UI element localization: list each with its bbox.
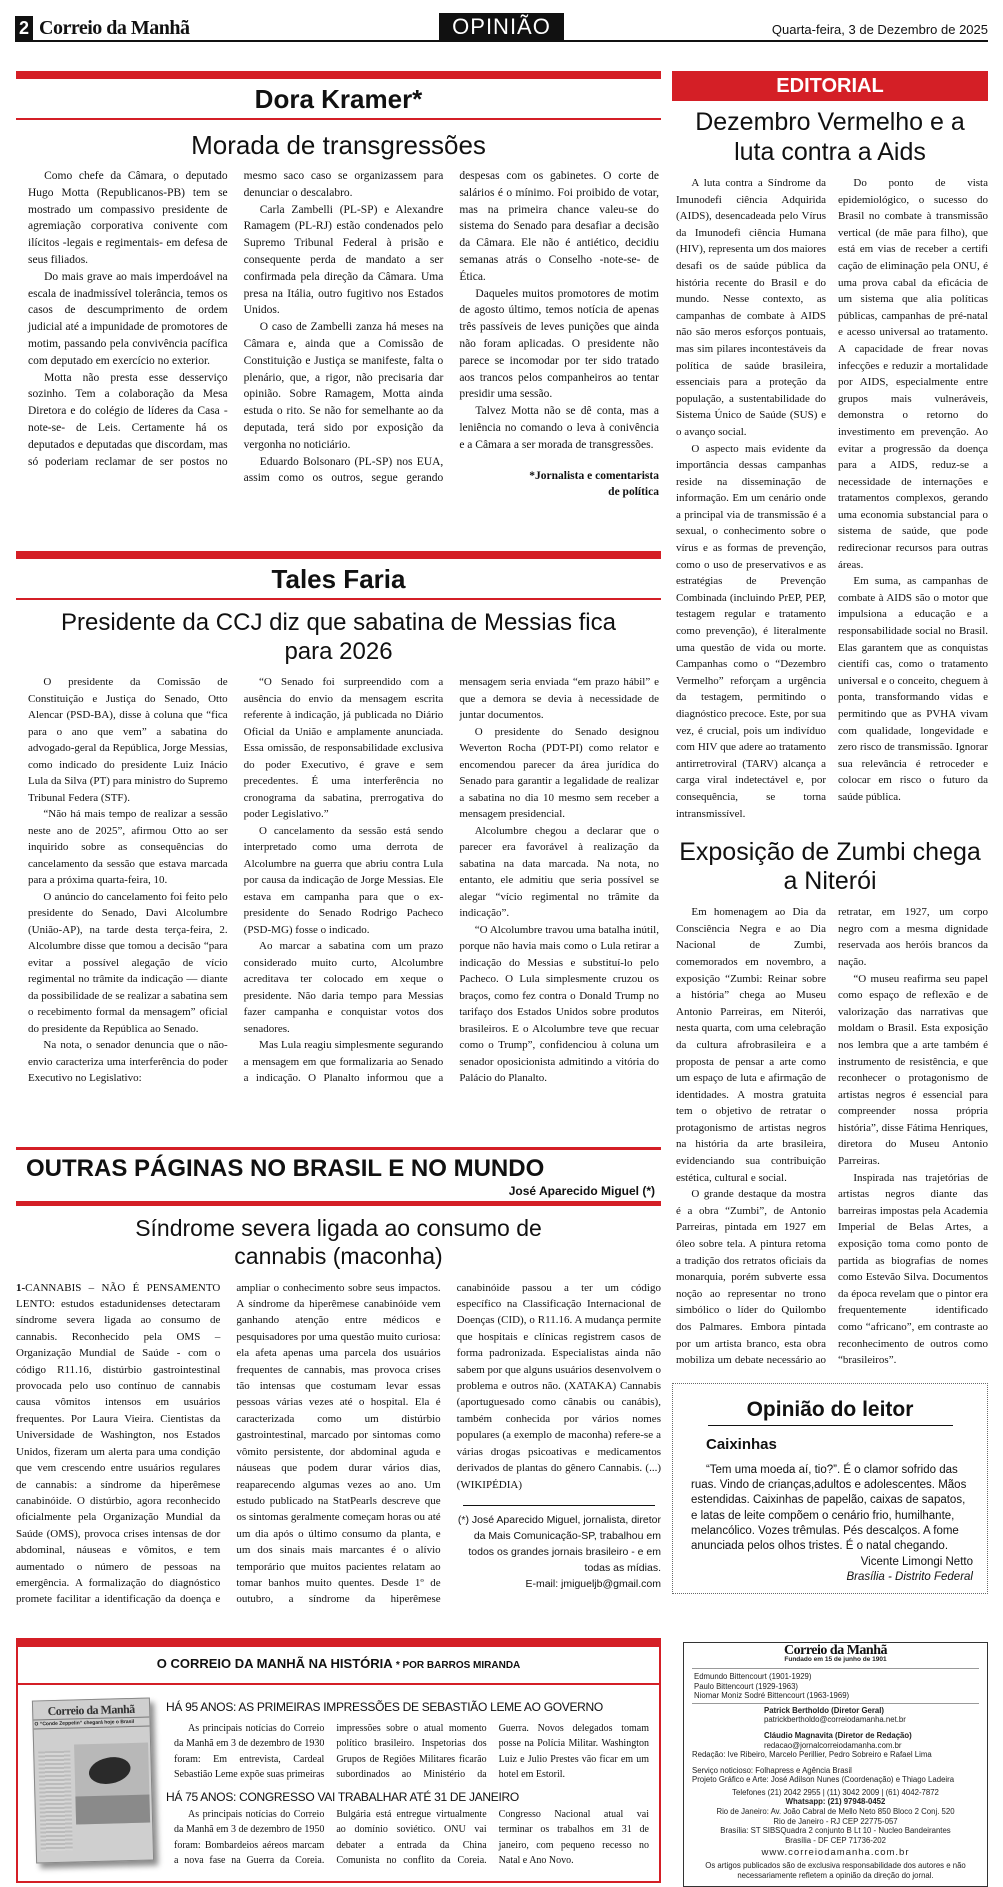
- divider: [692, 1668, 979, 1669]
- founder: Paulo Bittencourt (1929-1963): [694, 1681, 799, 1691]
- history-title: O CORREIO DA MANHÃ NA HISTÓRIA: [156, 1655, 393, 1671]
- paragraph: Talvez Motta não se dê conta, mas a leniência no comando o leva à conivência e a Câmara a ser morada de transgressões.: [459, 405, 659, 451]
- thumbnail-text-lines: [38, 1750, 73, 1851]
- article-headline: Morada de transgressões: [191, 130, 486, 160]
- thumbnail-masthead: Correio da Manhã: [47, 1701, 135, 1718]
- divider: [463, 1505, 655, 1506]
- zeppelin-icon: [87, 1753, 133, 1787]
- paragraph: O anúncio do cancelamento foi feito pelo presidente do Senado, Davi Alcolumbre (União-AP), na tarde desta terça-feira, 2. Alcolumbre disse que tomou a decisão “para evitar a possível alegação de vício regimental no trâmite da indicação — diante da possibilidade de se realizar a sabatina sem o recebimento formal da mensagem” oficial do presidente da República ao Senado.: [28, 890, 228, 1035]
- paragraph: Como chefe da Câmara, o deputado Hugo Motta (Republicanos-PB) tem se mostrado um compassivo presidente de agremiação corporativa conivente com ilícitos -legais e regimentais- em defesa de seus filiados.: [28, 170, 228, 266]
- letter-title: Caixinhas: [706, 1435, 777, 1453]
- disclaimer: Os artigos publicados são de exclusiva responsabilidade dos autores e não necessariamente refletem a opinião da direção do jornal.: [705, 1861, 966, 1881]
- founded-date: Fundado em 15 de junho de 1901: [784, 1656, 887, 1664]
- signature-line: *Jornalista e comentarista: [529, 469, 659, 482]
- box-title: Opinião do leitor: [708, 1398, 953, 1426]
- divider: [692, 1703, 979, 1704]
- history-title-bar: [18, 1647, 659, 1685]
- letter-location: Brasília - Distrito Federal: [846, 1570, 973, 1583]
- paragraph: Inspirada nas trajetórias de artistas negros diante das barreiras impostas pela Academia Imperial de Belas Artes, a exposição toma como ponto de partida as biografias de nomes como Estevão Silva. Documentos da época revelam que o pintor era frequentemente identificado como “africano”, em contraste ao reconhecimento de outros como “brasileiros”.: [838, 1171, 988, 1367]
- item-text: CANNABIS – NÃO É PENSAMENTO LENTO: estudos estadunidenses detectaram síndrome severa ligada ao consumo de cannabis. Reconhecido pela OMS – Organização Mundial de Saúde - com o código R11.16, distúrbio gastrointestinal provocada pelo uso contínuo de cannabis causa vômitos intensos em usuários frequentes. Por Laura Vieira. Cientistas da Universidade de Washington, nos Estados Unidos, fizeram um alerta para uma condição que vem crescendo entre usuários regulares de cannabis: a síndrome da hiperêmese canabinóide. O distúrbio, agora reconhecido oficialmente pela Organização Mundial da Saúde (OMS), provoca crises intensas de dor abdominal, náuseas e vômitos, e tem aumentado o número de pessoas na emergência. A formalização do diagnóstico promete facilitar a identificação da doença e ampliar o conhecimento sobre seus impactos. A síndrome da hiperêmese canabinóide vem ganhando atenção entre médicos e pesquisadores por uma questão muito curiosa: ela afeta apenas uma parcela dos usuários frequentes de cannabis, mas provoca crises tão intensas que costumam levar essas pessoas várias vezes até o hospital. Ela é caracterizada como um distúrbio gastrointestinal, marcado por sintomas como vômito persistente, dor abdominal aguda e náuseas que podem durar vários dias, reaparecendo algumas vezes ao ano. Um estudo publicado na StatPearls descreve que os sintomas geralmente começam horas ou até um dia após o último consumo da planta, e um dos sinais mais marcantes é o alívio temporário que muitos pacientes relatam ao tomar banhos muito quentes. Desde 1º de outubro, a síndrome da hiperêmese canabinóide passou a ter um código específico na Classificação Internacional de Doenças (CID), o R11.16. A mudança permite que hospitais e clínicas registrem casos de forma padronizada. Especialistas ainda não sabem por que alguns usuários desenvolvem o problema e outros não. (XATAKA) Cannabis (aportuguesado como cânabis ou canábis), também conhecida por vários nomes populares (a exemplo de maconha) refere-se a várias drogas psicoativas e medicamentos derivados de plantas do gênero Cannabis. (...) (WIKIPÉDIA): [16, 1281, 661, 1606]
- article-headline: Presidente da CCJ diz que sabatina de Messias fica para 2026: [61, 609, 616, 666]
- photo-ground: [75, 1794, 150, 1824]
- archive-front-page-image: [32, 1697, 154, 1863]
- phones: Telefones (21) 2042 2955 | (11) 3042 2009 | (61) 4042-7872: [732, 1787, 939, 1797]
- paragraph: O cancelamento da sessão está sendo interpretado como uma derrota de Alcolumbre na guerra que abriu contra Lula por causa da indicação de Jorge Messias. Ele estava em campanha para que o ex-presidente do Senado Rodrigo Pacheco (PSD-MG) fosse o indicado.: [243, 824, 444, 936]
- letter-body: “Tem uma moeda aí, tio?”. É o clamor sofrido das ruas. Vindo de crianças,adultos e adolescentes. Mãos estendidas. Caixinhas de papelão, caixas de sapatos, e latas de leite compõem o cenário frio, humilhante, melancólico. Vozes trêmulas. Pés descalços. A fome anunciada pelos olhos tristes. É o natal chegando.: [691, 1463, 967, 1553]
- main-content: [16, 71, 988, 1608]
- paragraph: Na nota, o senador denuncia que o não-envio caracteriza uma interferência do poder Executivo no Legislativo:: [28, 1039, 228, 1085]
- paragraph: Daqueles muitos promotores de motim de agosto último, temos notícia de apenas três passíveis de leves punições que ainda não foram aplicadas. O presidente não parece se incomodar por ter sido tratado aos trancos pelos companheiros ao tentar presidir uma sessão.: [459, 287, 659, 401]
- red-rule: [16, 118, 661, 120]
- design-credits: Projeto Gráfico e Arte: José Adilson Nunes (Coordenação) e Thiago Ladeira: [692, 1775, 955, 1785]
- right-column: [672, 71, 988, 1594]
- history-item-headline: HÁ 75 ANOS: CONGRESSO VAI TRABALHAR ATÉ 31 DE JANEIRO: [166, 1789, 519, 1804]
- director-general: Patrick Bertholdo (Diretor Geral): [764, 1705, 885, 1715]
- red-bar: [16, 551, 661, 559]
- paragraph: Do mais grave ao mais imperdoável na escala de inadmissível tolerância, temos os casos de descumprimento de ordem judicial até a impunidade de promotores de motim, passando pela convivência pacífica com deputado em exercício no exterior.: [28, 270, 228, 367]
- author-email: E-mail: jmigueljb@gmail.com: [525, 1577, 661, 1590]
- issue-date: Quarta-feira, 3 de Dezembro de 2025: [771, 22, 988, 37]
- bottom-row: [16, 1638, 988, 1887]
- paragraph: O presidente do Senado designou Weverton Rocha (PDT-PI) como relator e encomendou parecer da área jurídica do Senado para garantir a legalidade de realizar a sabatina no dia 10 mesmo sem receber a mensagem presidencial.: [459, 725, 659, 821]
- reader-letter-box: [672, 1383, 988, 1594]
- masthead-logo: Correio da Manhã: [39, 17, 190, 39]
- section-label: OPINIÃO: [439, 13, 564, 40]
- whatsapp: Whatsapp: (21) 97948-0452: [785, 1797, 886, 1807]
- masthead-credits-box: [683, 1642, 988, 1887]
- history-items: [166, 1699, 649, 1869]
- paragraph: “O Senado foi surpreendido com a ausência do envio da mensagem escrita referente à indicação, já publicada no Diário Oficial da União e amplamente anunciada. Essa omissão, de responsabilidade exclusiva do poder Executivo, é grave e sem precedentes. É uma interferência no cronograma da sabatina, prerrogativa do poder Legislativo.”: [243, 676, 444, 821]
- red-rule: [16, 1147, 661, 1150]
- founder: Niomar Moniz Sodré Bittencourt (1963-1969): [694, 1691, 850, 1701]
- red-rule: [16, 598, 661, 600]
- paragraph: “O Alcolumbre travou uma batalha inútil, porque não havia mais como o Lula retirar a indicação do Messias e substituí-lo pelo Pacheco. O Lula simplesmente cruzou os braços, como fez contra o Donald Trump no tarifaço dos Estados Unidos sobre produtos brasileiros. E o Alcolumbre teve que recuar como o Trump”, confidenciou à coluna um senador oposicionista admitindo a vitória do Palácio do Planalto.: [459, 923, 659, 1085]
- paragraph: Eduardo Bolsonaro (PL-SP) nos EUA, assim como os outros, segue gerando despesas com os gabinetes. O corte de salários é o mínimo. Foi proibido de votar, mas na primeira chance valeu-se do sistema do Senado para desafiar a decisão da Câmara. Ele não é antiético, decidiu semanas atrás o Conselho -note-se- de Ética.: [243, 170, 659, 485]
- paragraph: O aspecto mais evidente da importância dessas campanhas reside na disseminação de informação. Em um cenário onde a principal via de transmissão é a sexual, o conhecimento sobre o vírus e as formas de prevenção, como o uso de preservativos e as estratégias de Prevenção Combinada (incluindo PrEP, PEP, testagem regular e tratamento como prevenção), é literalmente uma questão de vida ou morte. Campanhas como o “Dezembro Vermelho” reforçam a urgência da testagem, permitindo o diagnóstico precoce. Este, por sua vez, é crucial, pois um indivíduo com HIV que adere ao tratamento antirretroviral (TARV) alcança a carga viral indetectável e, por consequência, se torna intransmissível.: [676, 442, 826, 820]
- paragraph: O presidente da Comissão de Constituição e Justiça do Senado, Otto Alencar (PSD-BA), disse à coluna que “fica para o ano que vem” a sabatina do advogado-geral da República, Jorge Messias, como indicado do presidente Luiz Inácio Lula da Silva (PT) para ministro do Supremo Tribunal Federa (STF).: [28, 676, 228, 804]
- news-service: Serviço noticioso: Folhapress e Agência Brasil: [692, 1765, 852, 1775]
- newsroom-staff: Redação: Ive Ribeiro, Marcelo Perillier, Pedro Sobreiro e Rafael Lima: [692, 1750, 932, 1760]
- article-headline: Exposição de Zumbi chega a Niterói: [679, 838, 981, 896]
- page-number: 2: [15, 16, 33, 40]
- director-general-email[interactable]: patrickbertholdo@correiodamanha.net.br: [764, 1715, 906, 1725]
- paragraph: “O museu reafirma seu papel como espaço de reflexão e de valorização das narrativas que moldam o Brasil. Esta exposição nos lembra que a arte também é instrumento de resistência, e que reconhecer o protagonismo de artistas negros é essencial para compreender nossa própria história”, disse Fátima Henriques, diretora do Museu Antonio Parreiras.: [838, 972, 988, 1168]
- paragraph: Motta não presta esse desserviço sozinho. Tem a colaboração da Mesa Diretora e do colégio de líderes da Casa -note-se- de Leis. Certamente há os deputados e deputadas que discordam, mas só poderiam reclamar de ser postos no mesmo saco caso se organizassem para denunciar o descalabro.: [28, 170, 444, 468]
- paragraph: Em homenagem ao Dia da Consciência Negra e ao Dia Nacional de Zumbi, comemorados em novembro, a exposição “Zumbi: Reinar sobre a história” chega ao Museu Antonio Parreiras, em Niterói, nesta quarta, com uma celebração da cultura afrobrasileira e a proposta de pensar a arte como um espaço de luta e afirmação de identidades. A mostra gratuita tem o objetivo de retratar o protagonismo de artistas negros na história da arte brasileira, evidenciando sua contribuição estética, cultural e social.: [676, 906, 826, 1184]
- header-left: [15, 16, 345, 40]
- byline: José Aparecido Miguel (*): [508, 1183, 655, 1198]
- author-note: (*) José Aparecido Miguel, jornalista, diretor da Mais Comunicação-SP, trabalhou em todos os grandes jornais brasileiro - e em todas as mídias.: [457, 1513, 661, 1574]
- paragraph: Ao marcar a sabatina com um prazo considerado muito curto, Alcolumbre acreditava ter colocado em xeque o presidente. Não daria tempo para Messias fazer campanha e conquistar votos dos senadores.: [243, 940, 444, 1035]
- column-dora-kramer: [16, 71, 661, 501]
- column-tales-faria: [16, 551, 661, 1087]
- section-title: OUTRAS PÁGINAS NO BRASIL E NO MUNDO: [26, 1154, 545, 1182]
- red-bar: [16, 71, 661, 79]
- brasilia-address: Brasília: ST SIBSQuadra 2 conjunto B Lt 10 - Nucleo Bandeirantes: [720, 1826, 951, 1836]
- director-newsroom: Cláudio Magnavita (Diretor de Redação): [764, 1730, 912, 1740]
- paragraph: As principais notícias do Correio da Manhã em 3 de dezembro de 1930 foram: Em entrevista, Cardeal Sebastião Leme expõe suas primeiras impressões sobre o atual momento político brasileiro. Inspetorias dos Grupos de Regiões Militares ficarão subordinados ao Ministério da Guerra. Novos delegados tomam posse na Polícia Militar. Washington Luiz e Julio Prestes vão ficar em um hotel em Estoril.: [174, 1722, 649, 1781]
- founders-list: [694, 1672, 987, 1701]
- paragraph: A luta contra a Síndrome da Imunodefi ciência Adquirida (AIDS), desencadeada pelo Vírus da Imunodefi ciência Humana (HIV), representa um dos maiores desafi os de saúde pública da história recente do Brasil e do mundo. Nesse contexto, as campanhas de combate à AIDS não são meros esforços pontuais, mas sim pilares incontestáveis da política de saúde brasileira, essenciais para a proteção da população, a sustentabilidade do Sistema Único de Saúde (SUS) e o avanço social.: [676, 177, 826, 438]
- zumbi-article: [672, 838, 988, 1369]
- paragraph: Em suma, as campanhas de combate à AIDS são o motor que impulsiona a educação e a responsabilidade social no Brasil. Elas garantem que as conquistas científi cas, como o tratamento universal e o conceito, cheguem à ponta, transformando vidas e permitindo que as PVHA vivam com qualidade, longevidade e zero risco de transmissão. Ignorar sua relevância é retroceder e colocar em risco o futuro da saúde pública.: [838, 575, 988, 803]
- left-column: [16, 71, 661, 1608]
- letter-author: Vicente Limongi Netto: [860, 1555, 973, 1568]
- item-number: 1-: [16, 1281, 26, 1294]
- article-body: [28, 168, 659, 501]
- history-content: [18, 1685, 659, 1881]
- article-body: [16, 1280, 661, 1608]
- article-body: [676, 904, 988, 1369]
- paragraph: O caso de Zambelli zanza há meses na Câmara e, ainda que a Comissão de Constituição e Justiça se manifeste, falta o plenário, que, a rigor, não precisaria dar opinião. Sobre Ramagem, Motta ainda estuda o rito. Se não for semelhante ao da deputada, terá sido por exposição da vergonha no noticiário.: [243, 321, 444, 451]
- article-headline: Dezembro Vermelho e a luta contra a Aids: [695, 108, 965, 166]
- editorial-label: EDITORIAL: [672, 71, 988, 101]
- paragraph: Mas Lula reagiu simplesmente segurando a mensagem em que formalizaria ao Senado a indicação. O Planalto informou que a mensagem seria enviada “em prazo hábil” e que a demora se devia à necessidade de juntar documentos.: [243, 676, 659, 1085]
- thumbnail-headline: O “Conde Zeppelin” chegará hoje o Brasil: [33, 1716, 149, 1729]
- author-note: [459, 468, 659, 502]
- history-item-headline: HÁ 95 ANOS: AS PRIMEIRAS IMPRESSÕES DE SEBASTIÃO LEME AO GOVERNO: [166, 1699, 603, 1714]
- history-box: [16, 1638, 661, 1883]
- founder: Edmundo Bittencourt (1901-1929): [694, 1671, 812, 1681]
- history-item-body: [174, 1807, 649, 1869]
- editorial: [672, 71, 988, 822]
- article-body: [676, 175, 988, 822]
- column-outras-paginas: [16, 1147, 661, 1608]
- rio-cep: Rio de Janeiro - RJ CEP 22775-057: [773, 1816, 898, 1826]
- rio-address: Rio de Janeiro: Av. João Cabral de Mello Neto 850 Bloco 2 Conj. 520: [716, 1807, 955, 1817]
- signature-line: de política: [608, 486, 659, 499]
- credits-logo: Correio da Manhã: [784, 1642, 887, 1658]
- brasilia-cep: Brasília - DF CEP 71736-202: [785, 1835, 886, 1845]
- director-newsroom-email[interactable]: redacao@jornalcorreiodamanha.com.br: [764, 1740, 902, 1750]
- red-bar: [16, 1201, 661, 1206]
- columnist-name: Dora Kramer*: [254, 84, 423, 114]
- history-item-body: [174, 1721, 649, 1783]
- article-headline: Síndrome severa ligada ao consumo de cannabis (maconha): [135, 1214, 542, 1269]
- zeppelin-photo: [74, 1742, 150, 1824]
- paragraph: Alcolumbre chegou a declarar que o parecer era favorável à realização da sabatina na data marcada. Na nota, no entanto, ele admitiu que seria possível se alegar “vício regimental no trâmite da indicação”.: [459, 824, 659, 920]
- article-body: [28, 674, 659, 1087]
- page-header: [15, 14, 988, 42]
- paragraph: “Não há mais tempo de realizar a sessão neste ano de 2025”, afirmou Otto ao ser inquirido sobre as consequências do cancelamento da sessão que estava marcada para a próxima quarta-feira, 10.: [28, 808, 228, 887]
- paragraph: Do ponto de vista epidemiológico, o sucesso do Brasil no combate à transmissão vertical (de mãe para filho), que está em vias de receber a certifi cação de eliminação pela ONU, é uma prova cabal da eficácia de um sistema que alia políticas públicas, campanhas de pré-natal e acesso universal ao tratamento. A capacidade de frear novas infecções e reduzir a mortalidade por AIDS, especialmente entre grupos mais vulneráveis, demonstra o retorno do investimento em prevenção. Ao evitar a progressão da doença para a AIDS, reduz-se a necessidade de internações e tratamentos complexos, gerando uma economia substancial para o sistema de saúde, que pode redirecionar recursos para outras áreas.: [838, 177, 988, 571]
- paragraph: Carla Zambelli (PL-SP) e Alexandre Ramagem (PL-RJ) estão condenados pelo Supremo Tribunal Federal à prisão e consequente perda de mandato a ser confirmada pela direção da Câmara. Uma presa na Itália, outro fugitivo nos Estados Unidos.: [243, 203, 444, 317]
- history-byline: * POR BARROS MIRANDA: [395, 1659, 521, 1671]
- columnist-name: Tales Faria: [271, 564, 406, 595]
- paragraph: O grande destaque da mostra é a obra “Zumbi”, de Antonio Parreiras, pintada em 1927 em óleo sobre tela. A pintura retoma a tradição dos retratos oficiais da monarquia, porém subverte essa noção ao representar no trono simbólico o líder do Quilombo dos Palmares. Embora pintada por um artista branco, esta obra mobiliza um debate necessário ao retratar, em 1927, um corpo negro com a mesma dignidade reservada aos heróis brancos da nação.: [676, 906, 988, 1367]
- website-link[interactable]: www.correiodamanha.com.br: [761, 1847, 910, 1859]
- paragraph: As principais notícias do Correio da Manhã em 3 de dezembro de 1950 foram: Bombardeios aéreos marcam a nova fase na Guerra da Coreia. Bulgária está entregue virtualmente ao domínio soviético. ONU vai debater a entrada da China Comunista no conflito da Coreia. Congresso Nacional atual vai terminar os trabalhos em 31 de janeiro, com pequeno recesso no Natal e Ano Novo.: [174, 1808, 649, 1867]
